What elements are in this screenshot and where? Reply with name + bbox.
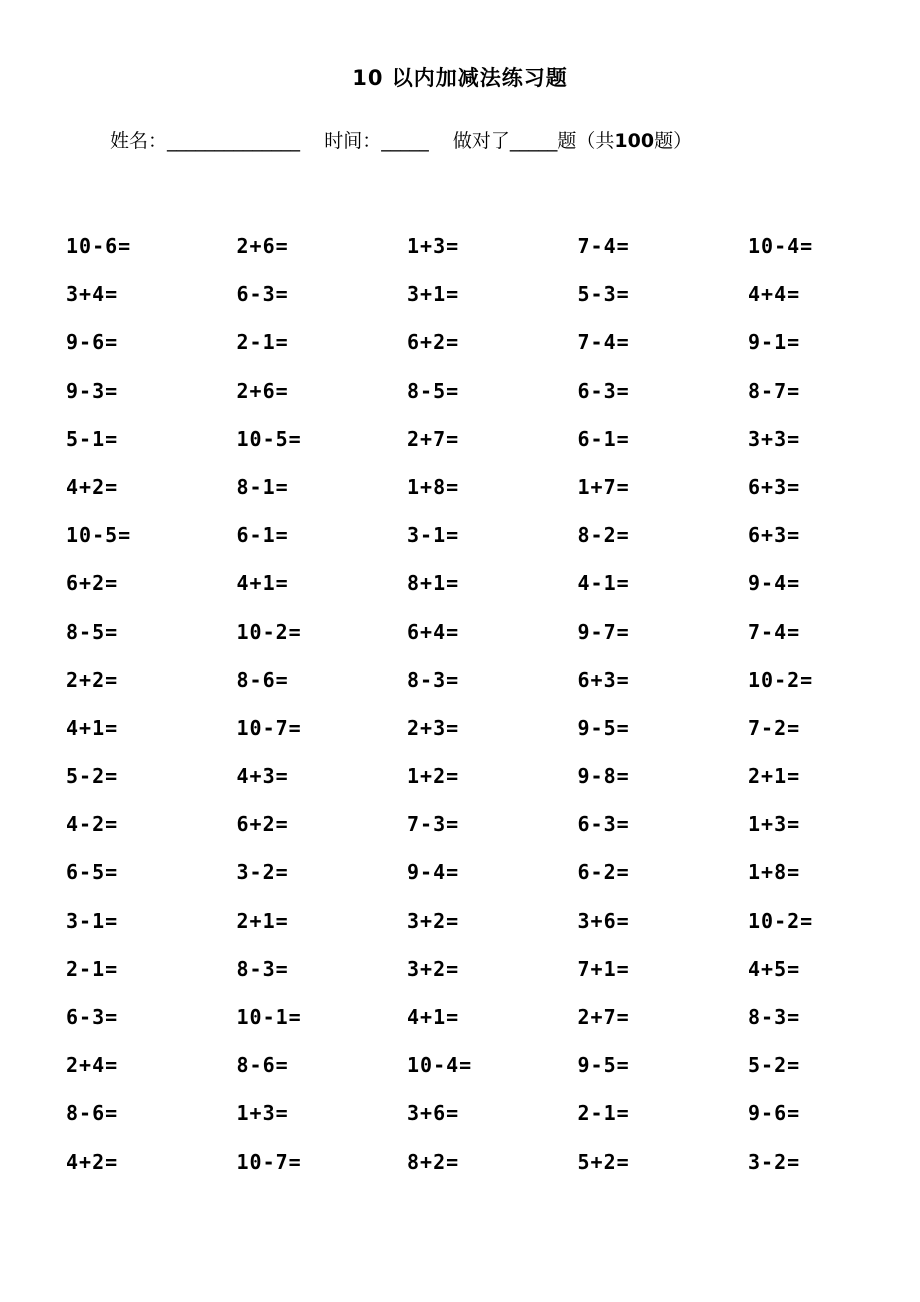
problem-row (66, 377, 919, 425)
name-blank: ______________ (167, 130, 301, 152)
problem-item: 2+6= (236, 378, 289, 403)
problem-item: 9-5= (577, 1053, 630, 1078)
problem-item: 2+1= (748, 764, 801, 789)
problem-item: 6+3= (748, 474, 801, 499)
problem-item: 1+8= (407, 474, 460, 499)
problem-item: 5-2= (748, 1053, 801, 1078)
problem-row (66, 955, 919, 1003)
problem-item: 5-2= (66, 764, 119, 789)
problem-item: 8-5= (407, 378, 460, 403)
problem-item: 8+1= (407, 571, 460, 596)
problem-item: 10-6= (66, 234, 132, 258)
problem-row (66, 810, 919, 858)
problem-item: 6+3= (577, 667, 630, 692)
problem-item: 7-4= (577, 330, 630, 355)
problem-item: 10-5= (66, 523, 132, 548)
problem-item: 9-4= (748, 571, 801, 596)
problem-item: 2-1= (577, 1101, 630, 1126)
problem-item: 2+7= (407, 426, 460, 451)
name-label: 姓名： (110, 130, 168, 152)
problem-item: 8-3= (407, 667, 460, 692)
problem-item: 10-2= (748, 667, 814, 692)
problem-item: 1+3= (236, 1101, 289, 1126)
problem-item: 10-4= (407, 1053, 473, 1078)
problem-item: 9-5= (577, 715, 630, 740)
problem-item: 3+6= (407, 1101, 460, 1126)
problem-item: 6-3= (66, 1005, 119, 1029)
problem-item: 10-4= (748, 234, 814, 258)
problem-item: 6-3= (577, 378, 630, 403)
problem-row (66, 280, 919, 328)
problem-item: 6-3= (577, 812, 630, 837)
problem-item: 8-6= (236, 1053, 289, 1078)
problem-row (66, 714, 919, 762)
problem-item: 3+3= (748, 426, 801, 451)
problem-item: 7-3= (407, 812, 460, 837)
problem-item: 9-6= (66, 330, 119, 355)
problem-item: 2+2= (66, 667, 119, 692)
problem-item: 7+1= (577, 956, 630, 981)
problem-item: 3+2= (407, 908, 460, 933)
problem-item: 9-3= (66, 378, 119, 403)
problem-item: 6+4= (407, 619, 460, 644)
problem-item: 10-1= (236, 1005, 302, 1029)
problem-item: 9-6= (748, 1101, 801, 1126)
problem-row (66, 521, 919, 569)
problem-item: 10-5= (236, 426, 302, 451)
problem-item: 7-4= (748, 619, 801, 644)
total-suffix: 题） (654, 130, 693, 152)
problem-item: 4+2= (66, 474, 119, 499)
problem-item: 3+1= (407, 282, 460, 307)
problem-row (66, 425, 919, 473)
problem-item: 4+1= (236, 571, 289, 596)
problem-item: 3-2= (236, 860, 289, 885)
problem-item: 7-4= (577, 234, 630, 258)
problem-item: 4+3= (236, 764, 289, 789)
problem-item: 8-1= (236, 474, 289, 499)
problem-item: 3-1= (66, 908, 119, 933)
problem-item: 10-7= (236, 715, 302, 740)
problem-item: 4+1= (66, 715, 119, 740)
problem-item: 4-1= (577, 571, 630, 596)
problem-row (66, 1148, 919, 1196)
problem-row (66, 666, 919, 714)
problem-item: 2+1= (236, 908, 289, 933)
problem-item: 3+6= (577, 908, 630, 933)
problem-item: 6+2= (66, 571, 119, 596)
problem-row (66, 1099, 919, 1147)
problem-item: 6-2= (577, 860, 630, 885)
problem-item: 10-7= (236, 1149, 302, 1174)
problem-row (66, 328, 919, 376)
problem-item: 5+2= (577, 1149, 630, 1174)
problem-item: 3-2= (748, 1149, 801, 1174)
correct-blank: _____ (509, 130, 558, 152)
problem-row (66, 762, 919, 810)
problem-item: 6-1= (577, 426, 630, 451)
problem-item: 6-5= (66, 860, 119, 885)
problem-item: 8-3= (748, 1005, 801, 1029)
problem-item: 9-1= (748, 330, 801, 355)
problem-item: 6-3= (236, 282, 289, 307)
time-blank: _____ (381, 130, 429, 152)
problem-item: 2+7= (577, 1005, 630, 1029)
problem-item: 8-5= (66, 619, 119, 644)
problem-item: 9-4= (407, 860, 460, 885)
total-prefix: 题（共 (557, 130, 615, 152)
problem-item: 8+2= (407, 1149, 460, 1174)
problem-item: 4+5= (748, 956, 801, 981)
time-label: 时间： (324, 130, 382, 152)
problem-item: 4+4= (748, 282, 801, 307)
problem-item: 2-1= (236, 330, 289, 355)
problem-item: 2+3= (407, 715, 460, 740)
problem-row (66, 1051, 919, 1099)
problem-item: 7-2= (748, 715, 801, 740)
problem-row (66, 618, 919, 666)
problem-item: 8-7= (748, 378, 801, 403)
problem-item: 9-7= (577, 619, 630, 644)
problem-item: 8-6= (66, 1101, 119, 1126)
problem-item: 4+2= (66, 1149, 119, 1174)
problem-item: 6+3= (748, 523, 801, 548)
problem-item: 1+7= (577, 474, 630, 499)
problem-row (66, 569, 919, 617)
problem-item: 1+2= (407, 764, 460, 789)
problem-item: 3-1= (407, 523, 460, 548)
problem-row (66, 907, 919, 955)
problem-item: 1+8= (748, 860, 801, 885)
problem-item: 8-3= (236, 956, 289, 981)
problem-row (66, 858, 919, 906)
problem-item: 5-1= (66, 426, 119, 451)
problem-item: 8-6= (236, 667, 289, 692)
problem-grid (66, 232, 919, 1196)
problem-item: 9-8= (577, 764, 630, 789)
total-count: 100 (614, 130, 655, 152)
student-info-line (110, 126, 692, 153)
problem-item: 8-2= (577, 523, 630, 548)
problem-item: 10-2= (236, 619, 302, 644)
problem-row (66, 473, 919, 521)
problem-item: 3+2= (407, 956, 460, 981)
problem-item: 2+6= (236, 234, 289, 258)
problem-item: 10-2= (748, 908, 814, 933)
problem-item: 3+4= (66, 282, 119, 307)
problem-item: 5-3= (577, 282, 630, 307)
problem-item: 2+4= (66, 1053, 119, 1078)
problem-item: 6+2= (236, 812, 289, 837)
problem-item: 4+1= (407, 1005, 460, 1029)
problem-row (66, 1003, 919, 1051)
problem-item: 6+2= (407, 330, 460, 355)
correct-label: 做对了 (452, 130, 510, 152)
page-title: 10 以内加减法练习题 (352, 66, 568, 90)
problem-item: 4-2= (66, 812, 119, 837)
problem-row (66, 232, 919, 280)
problem-item: 1+3= (748, 812, 801, 837)
problem-item: 6-1= (236, 523, 289, 548)
problem-item: 1+3= (407, 234, 460, 258)
problem-item: 2-1= (66, 956, 119, 981)
